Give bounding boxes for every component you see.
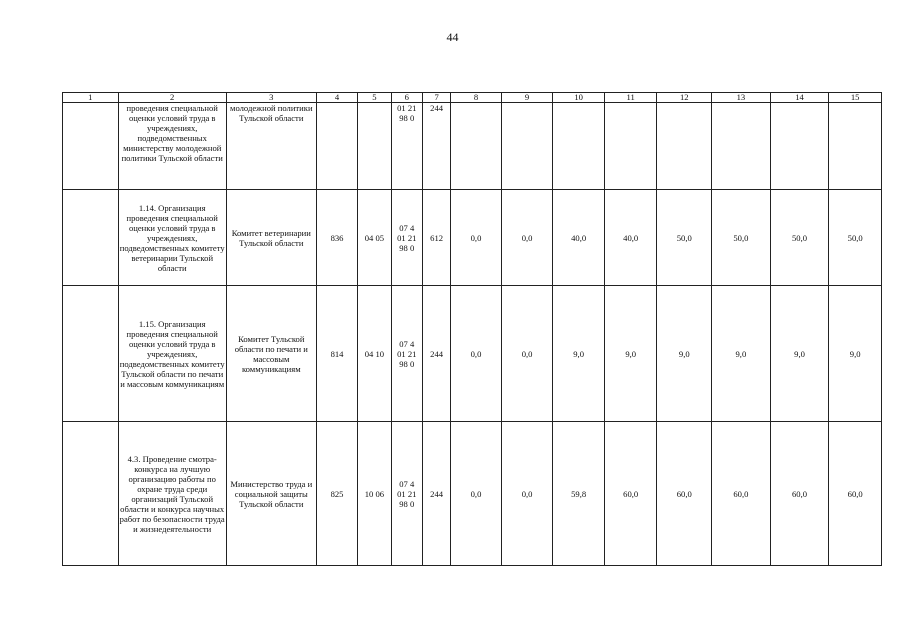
- cell-measure: проведения специальной оценки условий труда в учреждениях, подведомственных министерству молодежной политики Тульской области: [118, 103, 226, 190]
- cell-value: [829, 103, 882, 190]
- cell-rzpr: 10 06: [358, 422, 391, 566]
- cell-value: [770, 103, 829, 190]
- cell-value: 50,0: [712, 190, 771, 286]
- cell-value: 0,0: [451, 190, 502, 286]
- cell-executor: молодежной политики Тульской области: [226, 103, 316, 190]
- cell-value: [712, 103, 771, 190]
- cell-value: [604, 103, 657, 190]
- column-header: 15: [829, 93, 882, 103]
- cell-value: 50,0: [657, 190, 712, 286]
- cell-value: 60,0: [657, 422, 712, 566]
- table-row: [63, 422, 882, 566]
- cell-value: 9,0: [657, 286, 712, 422]
- cell-vr: 244: [422, 286, 450, 422]
- cell-value: 60,0: [604, 422, 657, 566]
- cell-value: 0,0: [501, 422, 553, 566]
- cell-csr: [391, 286, 422, 422]
- cell-value: 50,0: [829, 190, 882, 286]
- cell-value: 50,0: [770, 190, 829, 286]
- column-header: 6: [391, 93, 422, 103]
- table-row: [63, 286, 882, 422]
- cell-number: [63, 103, 119, 190]
- cell-grbs: 836: [316, 190, 357, 286]
- column-header: 7: [422, 93, 450, 103]
- column-header: 5: [358, 93, 391, 103]
- cell-vr: 244: [422, 422, 450, 566]
- cell-value: 9,0: [712, 286, 771, 422]
- csr-code: 07 4 01 2198 0: [397, 338, 417, 369]
- cell-value: 9,0: [604, 286, 657, 422]
- cell-number: [63, 422, 119, 566]
- cell-grbs: [316, 103, 357, 190]
- cell-csr: [391, 190, 422, 286]
- column-header: 11: [604, 93, 657, 103]
- header-row: [63, 93, 882, 103]
- column-header: 2: [118, 93, 226, 103]
- cell-value: 59,8: [553, 422, 605, 566]
- cell-value: [501, 103, 553, 190]
- csr-code: 01 2198 0: [397, 103, 417, 123]
- cell-vr: 612: [422, 190, 450, 286]
- cell-value: 0,0: [451, 286, 502, 422]
- cell-executor: Комитет Тульской области по печати и массовым коммуникациям: [226, 286, 316, 422]
- cell-measure: 4.3. Проведение смотра-конкурса на лучшую организацию работы по охране труда среди организаций Тульской области и конкурса научных работ по безопасности труда и жизнедеятельности: [118, 422, 226, 566]
- cell-value: [657, 103, 712, 190]
- cell-executor: Министерство труда и социальной защиты Тульской области: [226, 422, 316, 566]
- cell-number: [63, 190, 119, 286]
- cell-value: [553, 103, 605, 190]
- cell-measure: 1.14. Организация проведения специальной оценки условий труда в учреждениях, подведомственных комитету ветеринарии Тульской области: [118, 190, 226, 286]
- cell-value: 60,0: [829, 422, 882, 566]
- cell-csr: [391, 103, 422, 190]
- cell-rzpr: 04 05: [358, 190, 391, 286]
- column-header: 14: [770, 93, 829, 103]
- cell-measure: 1.15. Организация проведения специальной оценки условий труда в учреждениях, подведомственных комитету Тульской области по печати и массовым коммуникациям: [118, 286, 226, 422]
- cell-value: 60,0: [770, 422, 829, 566]
- table-row: [63, 190, 882, 286]
- cell-vr: 244: [422, 103, 450, 190]
- csr-code: 07 4 01 2198 0: [397, 222, 417, 253]
- cell-rzpr: [358, 103, 391, 190]
- cell-value: 0,0: [501, 286, 553, 422]
- cell-value: 0,0: [451, 422, 502, 566]
- column-header: 8: [451, 93, 502, 103]
- column-header: 3: [226, 93, 316, 103]
- cell-value: 9,0: [829, 286, 882, 422]
- cell-grbs: 825: [316, 422, 357, 566]
- cell-executor: Комитет ветеринарии Тульской области: [226, 190, 316, 286]
- cell-rzpr: 04 10: [358, 286, 391, 422]
- column-header: 13: [712, 93, 771, 103]
- cell-value: 40,0: [553, 190, 605, 286]
- column-header: 4: [316, 93, 357, 103]
- cell-grbs: 814: [316, 286, 357, 422]
- column-header: 9: [501, 93, 553, 103]
- csr-code: 07 4 01 2198 0: [397, 478, 417, 509]
- cell-value: 9,0: [770, 286, 829, 422]
- column-header: 10: [553, 93, 605, 103]
- cell-value: [451, 103, 502, 190]
- cell-value: 0,0: [501, 190, 553, 286]
- cell-value: 9,0: [553, 286, 605, 422]
- page-number: 44: [446, 30, 459, 44]
- cell-value: 40,0: [604, 190, 657, 286]
- budget-table: [62, 92, 882, 566]
- cell-value: 60,0: [712, 422, 771, 566]
- cell-number: [63, 286, 119, 422]
- table-row: [63, 103, 882, 190]
- cell-csr: [391, 422, 422, 566]
- column-header: 1: [63, 93, 119, 103]
- column-header: 12: [657, 93, 712, 103]
